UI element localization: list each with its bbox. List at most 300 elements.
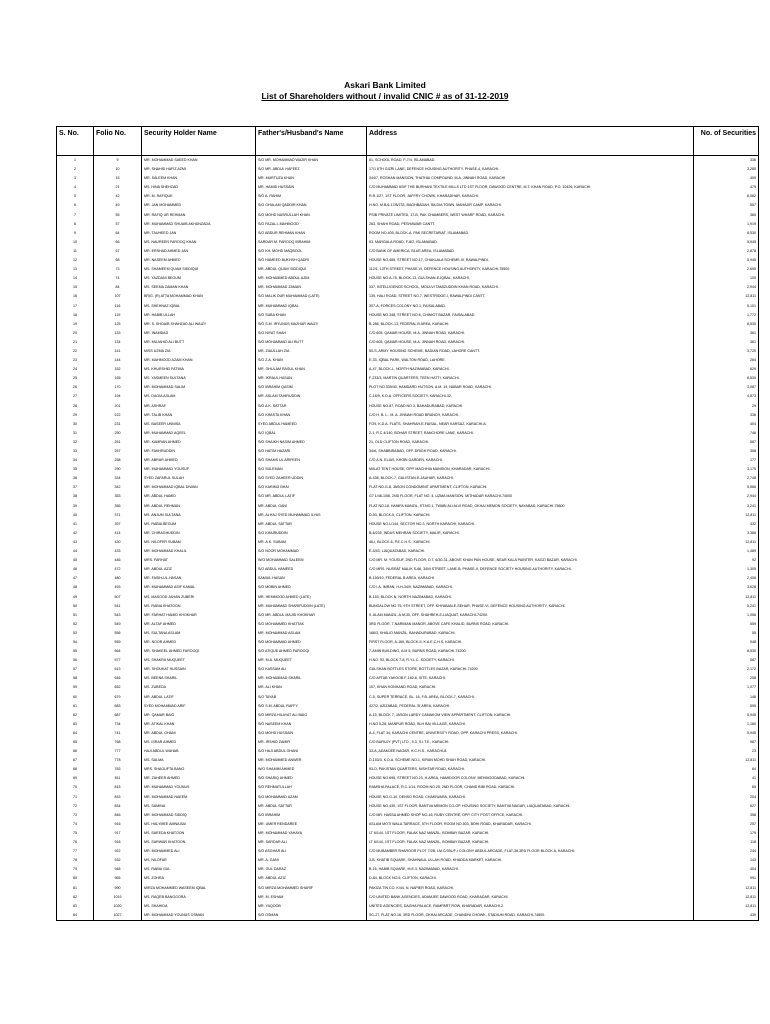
father-husband-name-cell: MR. GUL DARAZ <box>256 865 367 874</box>
father-husband-name-cell: S/O MR. ABDUL MAJID KHOKHAR <box>256 611 367 620</box>
securities-cell: 2,878 <box>694 247 759 256</box>
table-row <box>57 211 759 220</box>
folio-no-cell: 480 <box>94 574 142 583</box>
securities-cell: 100 <box>694 274 759 283</box>
folio-no-cell: 10 <box>94 165 142 174</box>
folio-no-cell: 564 <box>94 647 142 656</box>
folio-no-cell: 846 <box>94 811 142 820</box>
serial-no-cell: 43 <box>57 538 94 547</box>
address-cell: A-15, BLOCK 7, JASON LARDY CAMAKOM VIEW APPARTMENT, CLIFTON, KARACHI. <box>367 711 694 720</box>
folio-no-cell: 507 <box>94 593 142 602</box>
address-cell: D-53, BLOCK-5, CLIFTON, KARACHI. <box>367 511 694 520</box>
holder-name-cell: MR. JAN MOHAMMED <box>142 201 256 210</box>
holder-name-cell: MR. INAMDAD <box>142 329 256 338</box>
holder-name-cell: MR. MUHAMMAD YOUSUF <box>142 465 256 474</box>
father-husband-name-cell: S/O TAYAB <box>256 693 367 702</box>
father-husband-name-cell: MR. MOHAMMAD ASLAM <box>256 629 367 638</box>
folio-no-cell: 49 <box>94 201 142 210</box>
father-husband-name-cell: S/O MOBIN AHMED <box>256 583 367 592</box>
address-cell: C/O H. B. L., M. A. JINNAH ROAD BRANCH, KARACHI. <box>367 411 694 420</box>
address-cell: PSIB PRIVATE LIMITED, 17-B, PAK CHAMBERS, WEST WHARF ROAD, KARACHI. <box>367 211 694 220</box>
securities-cell: 12,811 <box>694 593 759 602</box>
serial-no-cell: 58 <box>57 674 94 683</box>
holder-name-cell: MS. DAGIA ASLAM <box>142 392 256 401</box>
folio-no-cell: 9 <box>94 156 142 166</box>
serial-no-cell: 26 <box>57 383 94 392</box>
holder-name-cell: MR. SHAKEEL AHMED FAROOQI <box>142 647 256 656</box>
holder-name-cell: MR. FARHAT HAMID KHOKHAR <box>142 611 256 620</box>
holder-name-cell: MR. FAKHRUDDIN <box>142 447 256 456</box>
serial-no-cell: 72 <box>57 802 94 811</box>
securities-cell: 8,530 <box>694 647 759 656</box>
father-husband-name-cell: S/O SHAIKH NASIM AHMED <box>256 438 367 447</box>
holder-name-cell: MS. YAZDANI BEGUM <box>142 274 256 283</box>
folio-no-cell: 356 <box>94 502 142 511</box>
folio-no-cell: 472 <box>94 565 142 574</box>
serial-no-cell: 62 <box>57 711 94 720</box>
address-cell: 112/1, 13TH STREET, PHASE-VI, DEFENCE HOUSING AUTHORITY, KARACHI-75500. <box>367 265 694 274</box>
table-header-row <box>57 127 759 156</box>
father-husband-name-cell: S/O HAJI ABDUL GHANI <box>256 747 367 756</box>
address-cell: H.NO. M.B.6-17/8/733, BAGHBADAH, BILDIA TOWN, MAHAJIR CAMP, KARACHI. <box>367 201 694 210</box>
holder-name-cell: MISS UZMA ZIA <box>142 347 256 356</box>
serial-no-cell: 41 <box>57 520 94 529</box>
folio-no-cell: 21 <box>94 183 142 192</box>
table-row <box>57 447 759 456</box>
address-cell: 46-I, BLOCK-6, P.E.C.H.S., KARACHI. <box>367 538 694 547</box>
folio-no-cell: 948 <box>94 865 142 874</box>
folio-no-cell: 815 <box>94 783 142 792</box>
holder-name-cell: MR. SHOUKAT HUSSAIN <box>142 665 256 674</box>
address-cell: RAMSHA PALACE, R.C.1/14, ROOM NO.25, 2ND FLOOR, CHAND BIBI ROAD, KARACHI. <box>367 783 694 792</box>
serial-no-cell: 11 <box>57 247 94 256</box>
father-husband-name-cell: MR. GHULAM RASUL KHAN <box>256 365 367 374</box>
address-cell: ASLAM MOTI WALA TARRACE, 5TH FLOOR, ROOM NO.503, BOHI ROAD, KHARADAR, KARACHI. <box>367 820 694 829</box>
securities-cell: 5,101 <box>694 302 759 311</box>
address-cell: B-6/235, INDUS MEHRAN SOCIETY, MALIR, KARACHI. <box>367 529 694 538</box>
securities-cell: 627 <box>694 802 759 811</box>
folio-no-cell: 371 <box>94 511 142 520</box>
father-husband-name-cell: MR. MURTUZA KHAN <box>256 174 367 183</box>
serial-no-cell: 27 <box>57 392 94 401</box>
securities-cell: 257 <box>694 820 759 829</box>
folio-no-cell: 430 <box>94 538 142 547</box>
folio-no-cell: 741 <box>94 729 142 738</box>
holder-name-cell: MR. NOOR AHMED <box>142 638 256 647</box>
address-cell: PLOT NO.339/40, HAMDARD HUTSON, A.M. 19, NABAR ROAD, KARACHI. <box>367 383 694 392</box>
folio-no-cell: 257 <box>94 447 142 456</box>
serial-no-cell: 81 <box>57 884 94 893</box>
father-husband-name-cell: MR. IKRAUL HASAN <box>256 374 367 383</box>
holder-name-cell: MS. SHEHNAZ IQBAL <box>142 302 256 311</box>
father-husband-name-cell: S/O ATIQUE AHMED FAROOQI <box>256 647 367 656</box>
folio-no-cell: 66 <box>94 238 142 247</box>
address-cell: C/O BANK OF AMERICA, BLUE AREA, ISLAMABAD. <box>367 247 694 256</box>
securities-cell: 55 <box>694 629 759 638</box>
table-row <box>57 374 759 383</box>
holder-name-cell: MR. ATIKAL KHAN <box>142 720 256 729</box>
father-husband-name-cell: S/O MR. ABDUL HAFEEZ <box>256 165 367 174</box>
securities-cell: 92 <box>694 556 759 565</box>
securities-cell: 595 <box>694 702 759 711</box>
table-row <box>57 874 759 883</box>
serial-no-cell: 63 <box>57 720 94 729</box>
address-cell: B-153, BLOCK N, NORTH NAZIMABAD, KARACHI. <box>367 593 694 602</box>
serial-no-cell: 48 <box>57 583 94 592</box>
folio-no-cell: 250 <box>94 429 142 438</box>
serial-no-cell: 75 <box>57 829 94 838</box>
table-row <box>57 483 759 492</box>
table-row <box>57 465 759 474</box>
serial-no-cell: 74 <box>57 820 94 829</box>
table-row <box>57 547 759 556</box>
address-cell: 337, INTELLIGENCE SCHOOL, MOULVI TAMIZUDDIN KHAN ROAD, KARACHI. <box>367 283 694 292</box>
serial-no-cell: 57 <box>57 665 94 674</box>
table-row <box>57 283 759 292</box>
father-husband-name-cell: S/O REHMATULLAH <box>256 783 367 792</box>
address-cell: 33-A, ADAMJEE NAGAR, K.C.H.S., KARACHI-8. <box>367 747 694 756</box>
father-husband-name-cell: MR. ABDUL QUAVI SIDDIQUI <box>256 265 367 274</box>
holder-name-cell: MR. KAMRAN AHMED <box>142 438 256 447</box>
holder-name-cell: MS. RAQEB BANGGORA <box>142 893 256 902</box>
table-row <box>57 411 759 420</box>
securities-cell: 336 <box>694 411 759 420</box>
father-husband-name-cell: MR. ABDUL SATTAR <box>256 520 367 529</box>
table-row <box>57 220 759 229</box>
holder-name-cell: MS. RABIA BEGUM <box>142 520 256 529</box>
folio-no-cell: 125 <box>94 320 142 329</box>
serial-no-cell: 21 <box>57 338 94 347</box>
folio-no-cell: 433 <box>94 547 142 556</box>
serial-no-cell: 44 <box>57 547 94 556</box>
father-husband-name-cell: MR. A. GANI <box>256 856 367 865</box>
securities-cell: 361 <box>694 329 759 338</box>
holder-name-cell: MS. SARWAR KHATOON <box>142 838 256 847</box>
father-husband-name-cell: S/O MOHD HUSSAIN <box>256 729 367 738</box>
address-cell: HOUSE NO.G-10, DENSO ROAD, CHAKIWARA, KARACHI. <box>367 793 694 802</box>
folio-no-cell: 493 <box>94 583 142 592</box>
father-husband-name-cell: S/O MOHAMMED KHATTAK <box>256 620 367 629</box>
holder-name-cell: MR. MAHMOOD AZAM KHAN <box>142 356 256 365</box>
holder-name-cell: HAJI ABDUL WAHAB <box>142 747 256 756</box>
table-row <box>57 838 759 847</box>
father-husband-name-cell: MR. YAQOOB <box>256 902 367 911</box>
folio-no-cell: 152 <box>94 365 142 374</box>
folio-no-cell: 165 <box>94 374 142 383</box>
serial-no-cell: 71 <box>57 793 94 802</box>
securities-cell: 1,489 <box>694 547 759 556</box>
serial-no-cell: 77 <box>57 847 94 856</box>
address-cell: C/O I.A. IMRAN, H-H-34/9, NAZIMABAD, KARACHI. <box>367 583 694 592</box>
securities-cell: 587 <box>694 438 759 447</box>
address-cell: 21, OLD CLIFTON ROAD, KARACHI. <box>367 438 694 447</box>
table-row <box>57 847 759 856</box>
serial-no-cell: 7 <box>57 211 94 220</box>
table-row <box>57 474 759 483</box>
securities-cell: 1,160 <box>694 720 759 729</box>
holder-name-cell: MS. SHAKRA MUQUEET <box>142 656 256 665</box>
serial-no-cell: 32 <box>57 438 94 447</box>
table-row <box>57 829 759 838</box>
table-row <box>57 783 759 792</box>
address-cell: LT 6/144, 1ST FLOOR, FALAK NAZ MANZIL, BOMBAY BAZAR, KARACHI. <box>367 838 694 847</box>
father-husband-name-cell: MR. ALHAJ SYED MUHAMMAD ILYAS <box>256 511 367 520</box>
securities-cell: 12,811 <box>694 756 759 765</box>
address-cell: E-33, IQBAL PARK, WALTON ROAD, LAHORE. <box>367 356 694 365</box>
holder-name-cell: MR. ERSHAD AHMED JAN <box>142 247 256 256</box>
securities-cell: 12,811 <box>694 538 759 547</box>
securities-cell: 2,695 <box>694 265 759 274</box>
folio-no-cell: 556 <box>94 629 142 638</box>
father-husband-name-cell: MR. ALI KHAN <box>256 683 367 692</box>
holder-name-cell: BRIG. (R) ATTA MOHAMMAD KHAN <box>142 292 256 301</box>
holder-name-cell: MS. SHAMEEM QUAM SIDDIQUI <box>142 265 256 274</box>
folio-no-cell: 1027 <box>94 911 142 921</box>
serial-no-cell: 34 <box>57 456 94 465</box>
holder-name-cell: MR. MUHAMMAD ASIF KAMAL <box>142 583 256 592</box>
table-row <box>57 274 759 283</box>
table-row <box>57 665 759 674</box>
father-husband-name-cell: S/O KH. MOHD MAQBOOL <box>256 247 367 256</box>
serial-no-cell: 15 <box>57 283 94 292</box>
address-cell: H.NO 5-28, MANPUR ROAD, BLH BAI VILLAGE, KARACHI. <box>367 720 694 729</box>
securities-cell: 991 <box>694 874 759 883</box>
holder-name-cell: MR. MOHAMMAD NAEEM <box>142 793 256 802</box>
serial-no-cell: 79 <box>57 865 94 874</box>
table-row <box>57 574 759 583</box>
father-husband-name-cell: MR. A.K. SUBAM <box>256 538 367 547</box>
address-cell: B-16, HABIB SQUARE, M.E.3, NAZIMABAD, KARACHI. <box>367 865 694 874</box>
securities-cell: 439 <box>694 911 759 921</box>
securities-cell: 41 <box>694 774 759 783</box>
table-row <box>57 865 759 874</box>
folio-no-cell: 134 <box>94 338 142 347</box>
securities-cell: 244 <box>694 847 759 856</box>
securities-cell: 3,628 <box>694 583 759 592</box>
serial-no-cell: 8 <box>57 220 94 229</box>
holder-name-cell: MIRZA MOHAMMED WASEEM IQBAL <box>142 884 256 893</box>
holder-name-cell: MR. MOHAMMAD SIDDIQ <box>142 811 256 820</box>
address-cell: B-159/10, FEDERAL B AREA, KARACHI. <box>367 574 694 583</box>
father-husband-name-cell: S/O IBRAHIM <box>256 811 367 820</box>
address-cell: B-286, BLOCK-13, FEDERAL B AREA, KARACHI. <box>367 320 694 329</box>
holder-name-cell: MS. SAMINA <box>142 802 256 811</box>
serial-no-cell: 78 <box>57 856 94 865</box>
table-row <box>57 302 759 311</box>
father-husband-name-cell: MR. UMER RENDAREE <box>256 820 367 829</box>
father-husband-name-cell: S/O SULEMAN <box>256 465 367 474</box>
folio-no-cell: 258 <box>94 456 142 465</box>
folio-no-cell: 42 <box>94 192 142 201</box>
securities-cell: 557 <box>694 201 759 210</box>
securities-cell: 204 <box>694 793 759 802</box>
securities-cell: 1,305 <box>694 565 759 574</box>
serial-no-cell: 23 <box>57 356 94 365</box>
table-row <box>57 856 759 865</box>
serial-no-cell: 84 <box>57 911 94 921</box>
header-holder-name: Security Holder Name <box>142 127 256 156</box>
folio-no-cell: 679 <box>94 693 142 702</box>
folio-no-cell: 646 <box>94 674 142 683</box>
securities-cell: 365 <box>694 211 759 220</box>
holder-name-cell: MR. ASHRAF <box>142 402 256 411</box>
serial-no-cell: 16 <box>57 292 94 301</box>
folio-no-cell: 194 <box>94 392 142 401</box>
serial-no-cell: 20 <box>57 329 94 338</box>
serial-no-cell: 64 <box>57 729 94 738</box>
holder-name-cell: MR. RAFIQ UR REHMAN <box>142 211 256 220</box>
serial-no-cell: 30 <box>57 420 94 429</box>
father-husband-name-cell: MR. M.A. MUQUEET <box>256 656 367 665</box>
folio-no-cell: 990 <box>94 884 142 893</box>
address-cell: ROOM NO.405, BLOCK-A, PAK SECRETARIAT, ISLAMABAD. <box>367 229 694 238</box>
securities-cell: 3,087 <box>694 383 759 392</box>
address-cell: GULSHAN BOTTLES STORE, BOTTLES BAZAR, KARACHI-74200. <box>367 665 694 674</box>
address-cell: C/O AFTAB YAKOOB F-182-6, SITE, KARACHI. <box>367 674 694 683</box>
serial-no-cell: 36 <box>57 474 94 483</box>
securities-cell: 3,720 <box>694 347 759 356</box>
address-cell: 93-D, PAKISTAN QUARTERS, NISHTAR ROAD, KARACHI. <box>367 765 694 774</box>
table-row <box>57 647 759 656</box>
securities-cell: 12,811 <box>694 511 759 520</box>
father-husband-name-cell: MR. SARDAR ALI <box>256 838 367 847</box>
holder-name-cell: MR. MOHAMMED ALI <box>142 847 256 856</box>
securities-cell: 12,811 <box>694 884 759 893</box>
address-cell: HOUSE NO.87, ROAD NO.3, BAHADURABAD, KARACHI. <box>367 402 694 411</box>
address-cell: C/O UNITED BANK AGENCIES, ADAMJEE DAWOOD ROAD, KHARADAR, KARACHI. <box>367 893 694 902</box>
table-row <box>57 229 759 238</box>
address-cell: 34/A, SHABBIRABAD, OFF. DRIGH ROAD, KARACHI. <box>367 447 694 456</box>
securities-cell: 179 <box>694 829 759 838</box>
serial-no-cell: 68 <box>57 765 94 774</box>
father-husband-name-cell: S/O OSMAN <box>256 911 367 921</box>
header-securities: No. of Securities <box>694 127 759 156</box>
securities-cell: 3,366 <box>694 529 759 538</box>
serial-no-cell: 69 <box>57 774 94 783</box>
holder-name-cell: MS. YASMEEN SULTANA <box>142 374 256 383</box>
holder-name-cell: MS. ZUBEDA <box>142 683 256 692</box>
securities-cell: 3,175 <box>694 465 759 474</box>
father-husband-name-cell: S/O NOOR MOHAMMAD <box>256 547 367 556</box>
table-row <box>57 793 759 802</box>
serial-no-cell: 82 <box>57 893 94 902</box>
address-cell: 2-1, R.C.4/140, BOHAR STREET, RANCHORE LANE, KARACHI. <box>367 429 694 438</box>
address-cell: C/O MUHAMMAD ASIF THE BURHANI TEXTILE MILLS LTD 1ST FLOOR, DAWOOD CENTRE, M.T. KHAN ROAD, P.O. 10426, KARACHI. <box>367 183 694 192</box>
folio-no-cell: 57 <box>94 220 142 229</box>
holder-name-cell: MS. BEENA SHARIL <box>142 674 256 683</box>
holder-name-cell: MR. SALEEM KHAN <box>142 174 256 183</box>
folio-no-cell: 1020 <box>94 902 142 911</box>
father-husband-name-cell: S/O IBRAHIM QASIM <box>256 383 367 392</box>
holder-name-cell: MR. MOHAMMAD SALIM <box>142 383 256 392</box>
address-cell: PAKIZA TIN CO. K/44, N. NAPIER ROAD, KARACHI. <box>367 884 694 893</box>
father-husband-name-cell: S/O MR. ABDUL LATIF <box>256 492 367 501</box>
holder-name-cell: MR. ABRAR AHMED <box>142 456 256 465</box>
securities-cell: 3,241 <box>694 502 759 511</box>
table-row <box>57 884 759 893</box>
father-husband-name-cell: S/O NIYAT SHAH <box>256 329 367 338</box>
folio-no-cell: 778 <box>94 756 142 765</box>
serial-no-cell: 70 <box>57 783 94 792</box>
father-husband-name-cell: MR. ZIAULLAH ZIA <box>256 347 367 356</box>
table-row <box>57 174 759 183</box>
serial-no-cell: 2 <box>57 165 94 174</box>
securities-cell: 587 <box>694 656 759 665</box>
securities-cell: 118 <box>694 838 759 847</box>
securities-cell: 5,945 <box>694 711 759 720</box>
address-cell: MIILAT TENT HOUSE, OPP. MACHHIA MANSION, KHARADAR, KARACHI. <box>367 465 694 474</box>
serial-no-cell: 51 <box>57 611 94 620</box>
table-row <box>57 429 759 438</box>
holder-name-cell: MRS. SHAGUFTA BANO <box>142 765 256 774</box>
serial-no-cell: 22 <box>57 347 94 356</box>
serial-no-cell: 60 <box>57 693 94 702</box>
holder-name-cell: MS. NILOFER SUBAM <box>142 538 256 547</box>
table-row <box>57 656 759 665</box>
address-cell: F-233/3, MARTIN QUARTERS, TEEN HATTI, KARACHI. <box>367 374 694 383</box>
securities-cell: 336 <box>694 156 759 166</box>
document-subtitle: List of Shareholders without / invalid CNIC # as of 31-12-2019 <box>261 91 509 101</box>
table-row <box>57 765 759 774</box>
table-row <box>57 638 759 647</box>
securities-cell: 5,566 <box>694 483 759 492</box>
holder-name-cell: MR. MUJAHID ALI BUTT <box>142 338 256 347</box>
table-row <box>57 201 759 210</box>
table-row <box>57 729 759 738</box>
serial-no-cell: 37 <box>57 483 94 492</box>
securities-cell: 12,811 <box>694 902 759 911</box>
folio-no-cell: 397 <box>94 520 142 529</box>
securities-cell: 2,944 <box>694 283 759 292</box>
holder-name-cell: MR. MOHAMMAD SAEED KHAN <box>142 156 256 166</box>
folio-no-cell: 543 <box>94 611 142 620</box>
father-husband-name-cell: S/O MIRZA HILAYAT ALI BAIG <box>256 711 367 720</box>
folio-no-cell: 84 <box>94 283 142 292</box>
securities-cell: 5,945 <box>694 256 759 265</box>
securities-cell: 1,056 <box>694 611 759 620</box>
securities-cell: 284 <box>694 356 759 365</box>
holder-name-cell: MS. KHURSHID FATIMA <box>142 365 256 374</box>
holder-name-cell: MR. ABDUL REHMAN <box>142 502 256 511</box>
address-cell: 263, SHAHI ROAD, PESHAWAR CANTT. <box>367 220 694 229</box>
securities-cell: 432 <box>694 520 759 529</box>
serial-no-cell: 17 <box>57 302 94 311</box>
address-cell: C/O MR. M. YOUSUF, 2ND FLOOR, D.T. 6/30-31, ABOVE KHAN PAN HOUSE, NEAR KALA PAINTER, KAGZI BAZAR, KARACHI. <box>367 556 694 565</box>
serial-no-cell: 28 <box>57 402 94 411</box>
father-husband-name-cell: S/O SUBA KHAN <box>256 311 367 320</box>
securities-cell: 2,748 <box>694 474 759 483</box>
securities-cell: 2,172 <box>694 665 759 674</box>
father-husband-name-cell: S/O KHAIRUDDIN <box>256 529 367 538</box>
header-father-husband-name: Father's/Husband's Name <box>256 127 367 156</box>
table-row <box>57 693 759 702</box>
holder-name-cell: MR. ZAHEER AHMED <box>142 774 256 783</box>
father-husband-name-cell: S/O A.K. SATTAR <box>256 402 367 411</box>
serial-no-cell: 80 <box>57 874 94 883</box>
holder-name-cell: MS. HALYMEE AMNA BAI <box>142 820 256 829</box>
holder-name-cell: MS. NAUREEN FAROOQ KHAN <box>142 238 256 247</box>
securities-cell: 361 <box>694 338 759 347</box>
serial-no-cell: 47 <box>57 574 94 583</box>
securities-cell: 12,811 <box>694 893 759 902</box>
securities-cell: 23 <box>694 747 759 756</box>
securities-cell: 746 <box>694 429 759 438</box>
serial-no-cell: 12 <box>57 256 94 265</box>
folio-no-cell: 777 <box>94 747 142 756</box>
serial-no-cell: 54 <box>57 638 94 647</box>
address-cell: FLAT NO.18, HANIFA MANZIL, ST.NO.1, TWABI ALI ALVI ROAD, OKHAI MEMON SOCIETY, NAYABAD, KARACHI-75600 <box>367 502 694 511</box>
folio-no-cell: 119 <box>94 311 142 320</box>
